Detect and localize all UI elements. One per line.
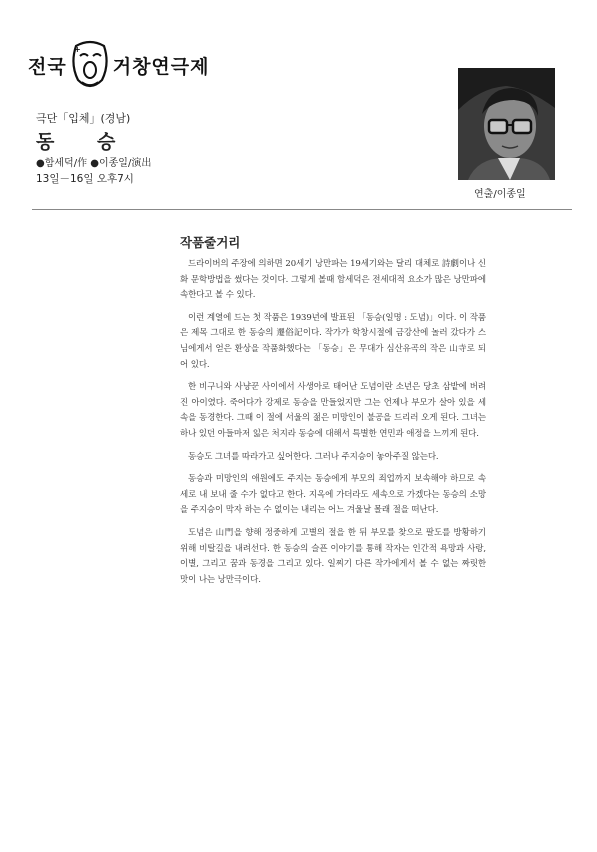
director-photo	[458, 68, 555, 180]
festival-logo	[28, 40, 210, 90]
logo-text-right: 거창연극제	[112, 55, 210, 78]
divider	[32, 209, 572, 210]
synopsis-paragraph: 동승과 미망인의 애원에도 주지는 동승에게 부모의 죄업까지 보속해야 하므로 속세로 내 보내 줄 수가 없다고 한다. 지옥에 가더라도 세속으로 가겠다는 동승의 소망을 주지승이 막자 하는 수 없이는 내리는 어느 겨울날 몰래 절을 떠난다.	[180, 474, 486, 516]
synopsis-paragraph: 동승도 그녀를 따라가고 싶어한다. 그러나 주지승이 놓아주질 않는다.	[188, 451, 439, 462]
play-title: 동 승	[36, 131, 134, 153]
synopsis-section	[180, 233, 486, 595]
synopsis-paragraph: 도념은 山門을 향해 정중하게 고별의 절을 한 뒤 부모를 찾으로 팔도를 방황하기 위해 비탈길을 내려선다. 한 동승의 슬픈 이야기를 통해 작자는 인간적 욕망과 사랑, 이별, 그리고 꿈과 동경을 그리고 있다. 일찌기 다른 작가에게서 볼 수 없는 짜릿한 맛이 나는 낭만극이다.	[180, 527, 486, 585]
credits-line: ●함세덕/作 ●이종일/演出	[36, 158, 152, 169]
synopsis-paragraph: 한 비구니와 사냥꾼 사이에서 사생아로 태어난 도념이란 소년은 당초 삼밭에 버려진 아이였다. 죽어다가 강제로 동승을 만들었지만 그는 언제나 부모가 살아 있을 세속을 동경한다. 그때 이 절에 서울의 젊은 미망인이 불공을 드리러 오게 된다. 그녀는 하나 있던 아들마저 잃은 처지라 동승에 대해서 특별한 연민과 애정을 느끼게 된다.	[180, 382, 486, 439]
synopsis-paragraph: 이런 계열에 드는 첫 작품은 1939년에 발표된 「동승(일명 : 도념)」이다. 이 작품은 제목 그대로 한 동승의 遷俗記이다. 작가가 학창시절에 금강산에 놀러 갔다가 스님에게서 얻은 환상을 작품화했다는 「동승」은 무대가 심산유곡의 작은 山寺로 되어 있다.	[180, 312, 486, 370]
svg-text:+: +	[73, 45, 81, 54]
schedule-line: 13일－16일 오후7시	[36, 173, 134, 185]
portrait-image	[458, 68, 555, 180]
synopsis-paragraph: 드라이버의 주장에 의하면 20세기 낭만파는 19세기와는 달리 대체로 詩劇이나 신화 문학방법을 썼다는 것이다. 그렇게 볼때 함세덕은 전세대적 요소가 많은 낭만파에 속한다고 볼 수 있다.	[180, 259, 486, 301]
play-header	[36, 110, 151, 186]
synopsis-heading: 작품줄거리	[180, 235, 241, 250]
photo-caption: 연출/이종일	[474, 189, 526, 200]
mask-face-icon	[68, 40, 112, 90]
troupe-name: 극단「입체」(경남)	[36, 112, 131, 125]
logo-text-left: 전국	[28, 55, 67, 78]
